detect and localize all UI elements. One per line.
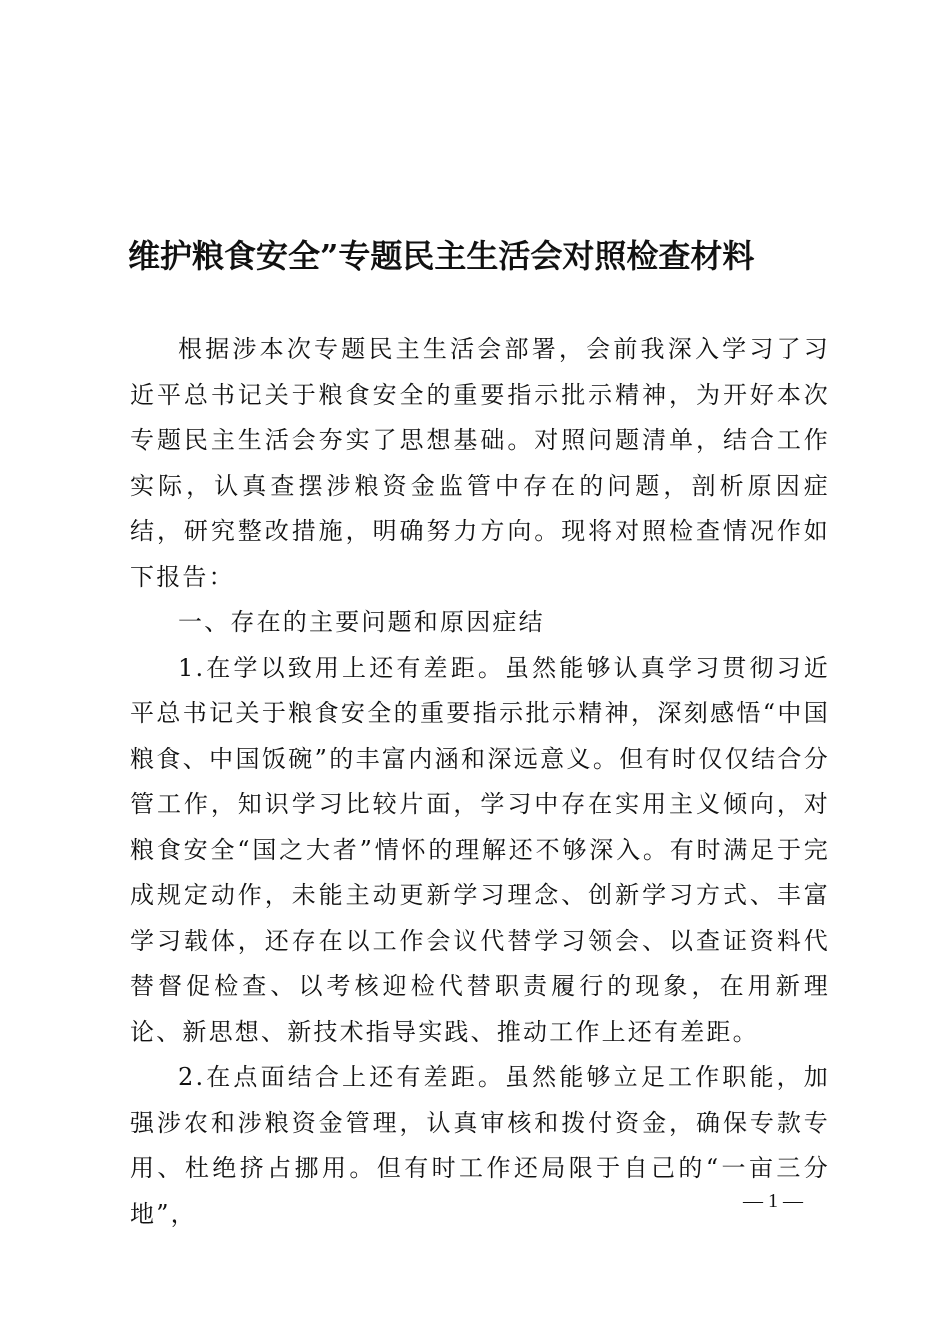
document-title: 维护粮食安全”专题民主生活会对照检查材料: [128, 237, 755, 275]
intro-paragraph: 根据涉本次专题民主生活会部署，会前我深入学习了习近平总书记关于粮食安全的重要指示批示精神，为开好本次专题民主生活会夯实了思想基础。对照问题清单，结合工作实际，认真查摆涉粮资金监管中存在的问题，剖析原因症结，研究整改措施，明确努力方向。现将对照检查情况作如下报告：: [130, 335, 830, 591]
item-paragraph-1: 1.在学以致用上还有差距。虽然能够认真学习贯彻习近平总书记关于粮食安全的重要指示批示精神，深刻感悟“中国粮食、中国饭碗”的丰富内涵和深远意义。但有时仅仅结合分管工作，知识学习比较片面，学习中存在实用主义倾向，对粮食安全“国之大者”情怀的理解还不够深入。有时满足于完成规定动作，未能主动更新学习理念、创新学习方式、丰富学习载体，还存在以工作会议代替学习领会、以查证资料代替督促检查、以考核迎检代替职责履行的现象，在用新理论、新思想、新技术指导实践、推动工作上还有差距。: [130, 653, 830, 1046]
item-paragraph-2: 2.在点面结合上还有差距。虽然能够立足工作职能，加强涉农和涉粮资金管理，认真审核和拨付资金，确保专款专用、杜绝挤占挪用。但有时工作还局限于自己的“一亩三分地”，: [130, 1063, 830, 1228]
document-body: [130, 327, 830, 1237]
page-number: — 1 —: [743, 1190, 803, 1212]
section-heading: 一、存在的主要问题和原因症结: [178, 608, 545, 636]
